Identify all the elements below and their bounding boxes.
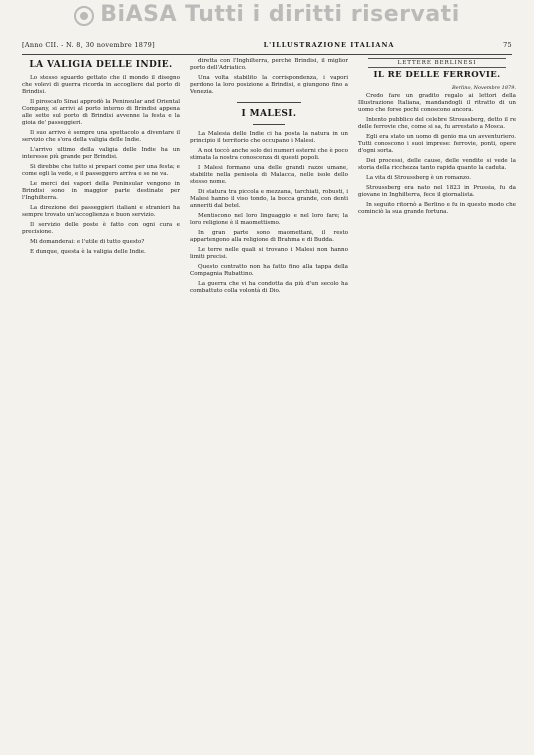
- article-body-ferrovie: [358, 93, 516, 216]
- paragraph: Una volta stabilito la corrispondenza, i vapori perdono la loro posizione a Brindisi, e giungono fino a Venezia.: [190, 75, 348, 95]
- column-middle: [190, 58, 348, 749]
- paragraph: Mentiscono nel loro linguaggio e nel loro fare; la loro religione è il maomettismo.: [190, 213, 348, 226]
- article-title-malesi: I MALESI.: [241, 109, 297, 119]
- watermark-text: BiASA Tutti i diritti riservati: [100, 2, 460, 27]
- title-underline: [253, 124, 285, 125]
- article-columns: [22, 58, 516, 749]
- section-rubric: LETTERE BERLINESI: [368, 58, 506, 68]
- section-divider: [237, 102, 300, 103]
- paragraph: Lo stesso sguardo gettato che il mondo il disegno che volevi di guerra ricorda in accogliere dal porto di Brindisi.: [22, 75, 180, 95]
- paragraph: Dei processi, delle cause, delle vendite si vede la storia della ricchezza tanto rapida quanto la caduta.: [358, 158, 516, 171]
- paragraph: La guerra che vi ha condotta da più d'un secolo ha combattuto colla volontà di Dio.: [190, 281, 348, 294]
- page-number: 75: [503, 41, 512, 49]
- paragraph: Si direbbe che tutto si prepari come per una festa; e come egli la vede, e il passeggero arriva e se ne va.: [22, 164, 180, 177]
- paragraph: Le terre nelle quali si trovano i Malesi non hanno limiti precisi.: [190, 247, 348, 260]
- paragraph: Il piroscafo Sinai approdò la Peninsular and Oriental Company, si arrivi al porto interno di Brindisi appena alle sette sul porto di Brindisi avvenne la festa e la gioia de' passeggieri.: [22, 99, 180, 126]
- paragraph: La vita di Stroussberg è un romanzo.: [366, 175, 472, 181]
- paragraph: In seguito ritornò a Berlino e fu in questo modo che cominciò la sua grande fortuna.: [358, 202, 516, 215]
- column-right: [358, 58, 516, 749]
- paragraph: Stroussberg era nato nel 1823 in Prussia, fu da giovane in Inghilterra, fece il giornalista.: [358, 185, 516, 198]
- masthead-title: L'ILLUSTRAZIONE ITALIANA: [263, 41, 395, 49]
- paragraph: diretta con l'Inghilterra, perchè Brindisi, il miglior porto dell'Adriatico.: [190, 58, 348, 71]
- paragraph: Le merci dei vapori della Peninsular vengono in Brindisi sono in maggior parte destinate per l'Inghilterra.: [22, 181, 180, 201]
- watermark-logo-icon: [74, 6, 94, 26]
- paragraph: Credo fare un gradito regalo ai lettori della Illustrazione Italiana, mandandogli il ritratto di un uomo che forse pochi conoscono ancora.: [358, 93, 516, 113]
- paragraph: Intento pubblico del celebre Stroussberg, detto il re delle ferrovie che, come si sa, fu arrestato a Mosca.: [358, 117, 516, 130]
- page-header: [22, 38, 512, 55]
- paragraph: A noi toccò anche solo dei numeri esterni che è poco stimata la nostra conoscenza di questi popoli.: [190, 148, 348, 161]
- paragraph: La Malesia delle Indie ci ha posta la natura in un principio il territorio che occupano i Malesi.: [190, 131, 348, 144]
- article-body-malesi: [190, 131, 348, 295]
- article-continuation: [190, 58, 348, 96]
- paragraph: Questo contratto non ha fatto fino alla tappa della Compagnia Rubattino.: [190, 264, 348, 277]
- paragraph: I Malesi formano una delle grandi razze umane, stabilite nella penisola di Malacca, nelle isole dello stesso nome.: [190, 165, 348, 185]
- column-left: [22, 58, 180, 749]
- paragraph: Di statura tra piccola e mezzana, tarchiati, robusti, i Malesi hanno il viso tondo, la bocca grande, con denti anneriti dal betel.: [190, 189, 348, 209]
- article-title-ferrovie: IL RE DELLE FERROVIE.: [373, 70, 501, 80]
- paragraph: L'arrivo ultimo della valigia delle Indie ha un interesse più grande per Brindisi.: [22, 147, 180, 160]
- article-body-valigia: [22, 75, 180, 256]
- paragraph: E dunque, questa è la valigia delle Indie.: [30, 249, 146, 255]
- article-title-valigia: LA VALIGIA DELLE INDIE.: [29, 60, 173, 70]
- paragraph: Il servizio delle poste è fatto con ogni cura e precisione.: [22, 222, 180, 235]
- paragraph: Egli era stato un uomo di genio ma un avventuriero. Tutti conoscono i suoi imprese: ferrovie, ponti, opere d'ogni sorta.: [358, 134, 516, 154]
- paragraph: Il suo arrivo è sempre una spettacolo a diventare il servizio che s'ora della valigia delle Indie.: [22, 130, 180, 143]
- paragraph: In gran parte sono maomettani, il resto appartengono alla religione di Brahma e di Budda.: [190, 230, 348, 243]
- issue-info: [Anno CII. - N. 8, 30 novembre 1879]: [22, 41, 155, 49]
- paragraph: La direzione dei passeggieri italiani e stranieri ha sempre trovato un'accoglienza e buon servizio.: [22, 205, 180, 218]
- dateline: Berlino, Novembre 1879.: [452, 85, 516, 91]
- paragraph: Mi domanderai: e l'utile di tutto questo?: [30, 239, 145, 245]
